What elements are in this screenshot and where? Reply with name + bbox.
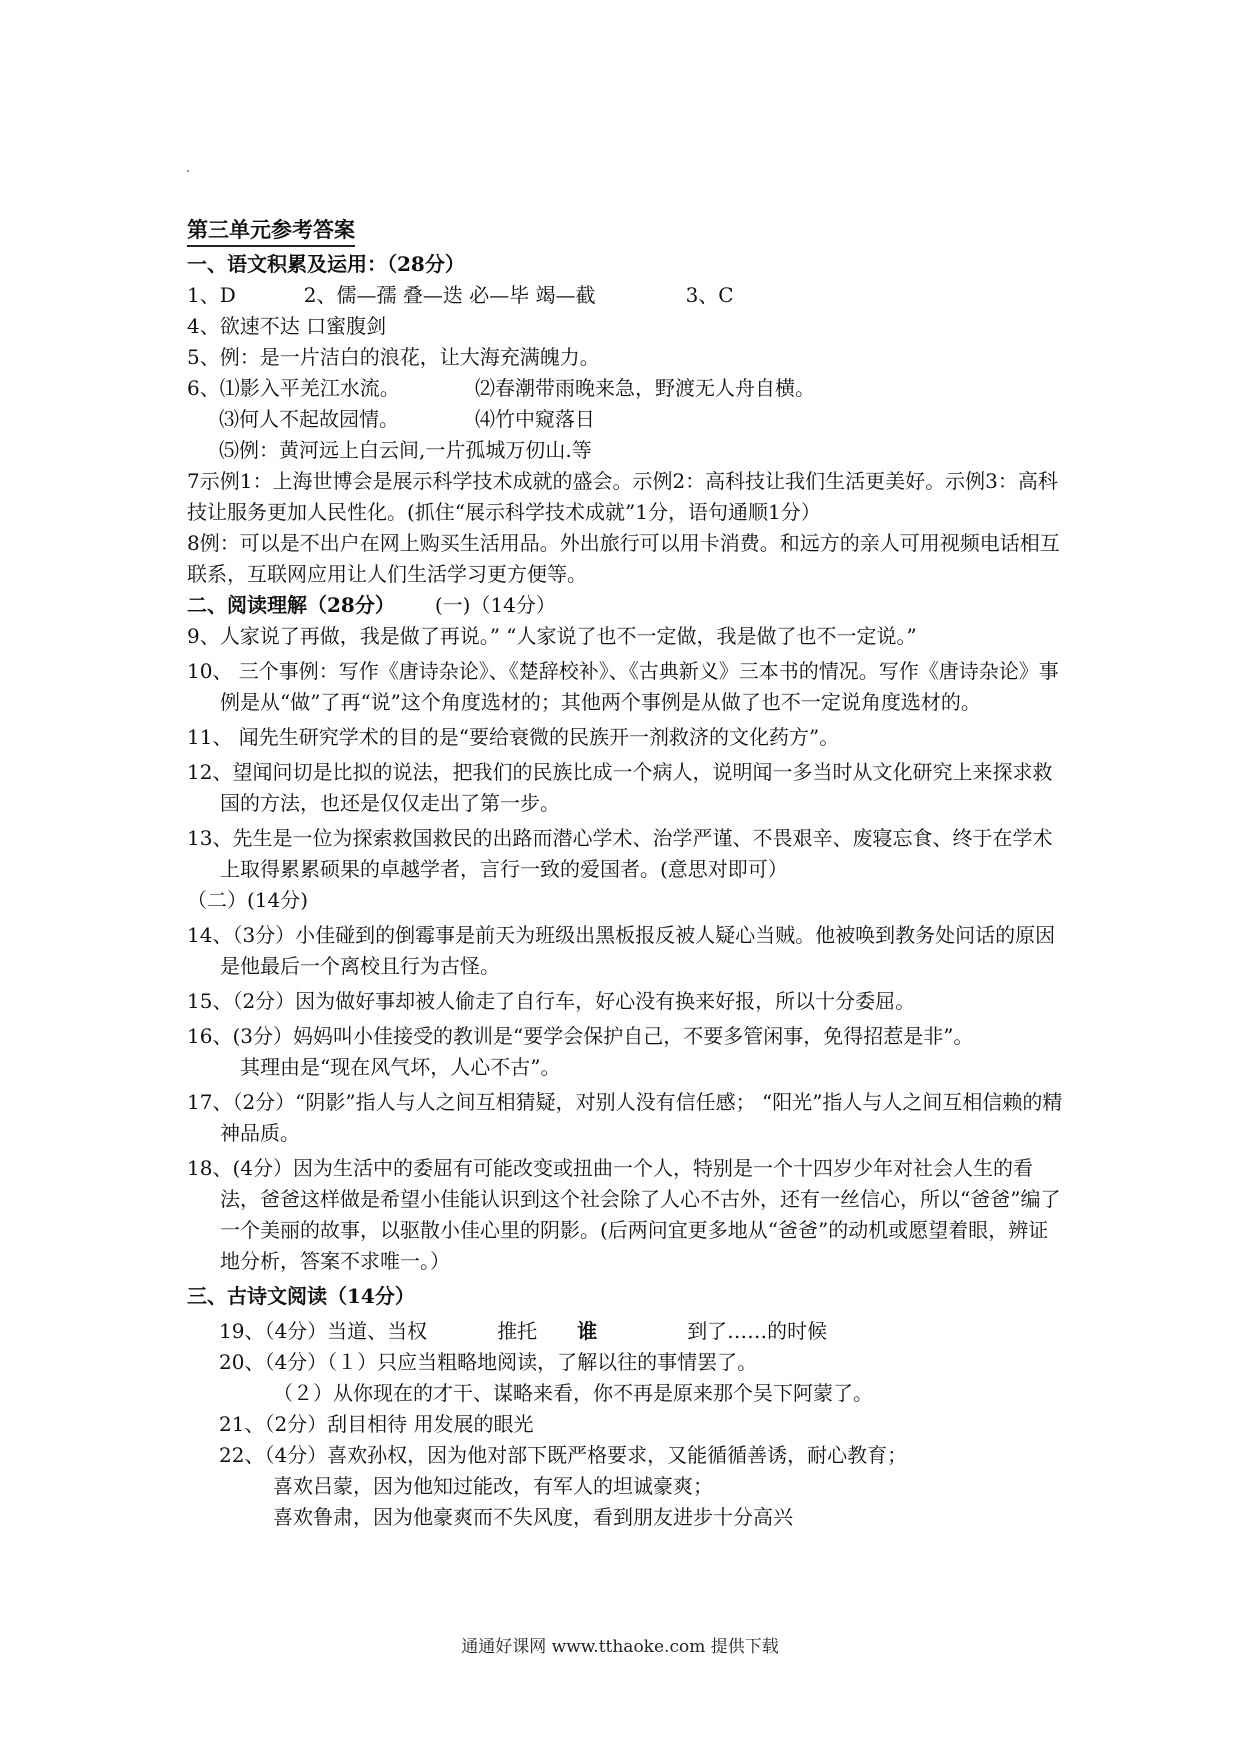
section-2-sub-2: （二）(14分) — [187, 888, 309, 912]
section-1-heading: 一、语文积累及运用：（28分） — [187, 252, 465, 276]
answer-21: 21、（2分）刮目相待 用发展的眼光 — [219, 1412, 534, 1436]
answer-11: 11、 闻先生研究学术的目的是“要给衰微的民族开一剂救济的文化药方”。 — [187, 725, 840, 749]
page-title: 第三单元参考答案 — [187, 215, 355, 247]
answer-13: 13、先生是一位为探索救国救民的出路而潜心学术、治学严谨、不畏艰辛、废寝忘食、终于在学术上取得累累硕果的卓越学者，言行一致的爱国者。(意思对即可） — [187, 826, 1053, 881]
section-2-sub-1: (一)（14分） — [434, 593, 556, 617]
answer-6-4: ⑷竹中窥落日 — [475, 407, 595, 431]
answer-1: 1、D — [187, 283, 236, 307]
answer-7: 7示例1：上海世博会是展示科学技术成就的盛会。示例2：高科技让我们生活更美好。示例3：高科技让服务更加人民性化。(抓住“展示科学技术成就”1分，语句通顺1分） — [187, 469, 1058, 524]
answer-12: 12、望闻问切是比拟的说法，把我们的民族比成一个病人，说明闻一多当时从文化研究上来探求救国的方法，也还是仅仅走出了第一步。 — [187, 760, 1053, 815]
page-footer: 通通好课网 www.tthaoke.com 提供下载 — [461, 1637, 779, 1657]
section-2-heading-row — [187, 590, 1067, 621]
answer-16a: 16、(3分）妈妈叫小佳接受的教训是“要学会保护自己，不要多管闲事，免得招惹是非”。 — [187, 1024, 974, 1048]
answer-6-row2 — [187, 404, 1067, 435]
answer-19-a: 19、（4分）当道、当权 — [219, 1319, 428, 1343]
answer-15: 15、（2分）因为做好事却被人偷走了自行车，好心没有换来好报，所以十分委屈。 — [187, 989, 916, 1013]
answer-6-row1 — [187, 373, 1067, 404]
answer-19-d: 到了……的时候 — [687, 1319, 828, 1343]
answer-22-2: 喜欢吕蒙，因为他知过能改，有军人的坦诚豪爽； — [273, 1474, 713, 1498]
answer-2: 2、儒—孺 叠—迭 必—毕 竭—截 — [303, 283, 596, 307]
answer-6-1: 6、⑴影入平羌江水流。 — [187, 376, 400, 400]
answer-20-2: （２）从你现在的才干、谋略来看，你不再是原来那个吴下阿蒙了。 — [273, 1381, 873, 1405]
section-3-heading: 三、古诗文阅读（14分） — [187, 1284, 415, 1308]
answer-14: 14、（3分）小佳碰到的倒霉事是前天为班级出黑板报反被人疑心当贼。他被唤到教务处问话的原因是他最后一个离校且行为古怪。 — [187, 923, 1056, 978]
answer-4: 4、欲速不达 口蜜腹剑 — [187, 314, 387, 338]
answer-22-3: 喜欢鲁肃，因为他豪爽而不失风度，看到朋友进步十分高兴 — [273, 1505, 793, 1529]
answer-8: 8例：可以是不出户在网上购买生活用品。外出旅行可以用卡消费。和远方的亲人可用视频电话相互联系，互联网应用让人们生活学习更方便等。 — [187, 531, 1060, 586]
answer-19-c: 谁 — [577, 1319, 598, 1343]
answer-10: 10、 三个事例：写作《唐诗杂论》、《楚辞校补》、《古典新义》三本书的情况。写作《唐诗杂论》事例是从“做”了再“说”这个角度选材的；其他两个事例是从做了也不一定说角度选材的。 — [187, 659, 1059, 714]
answer-6-5: ⑸例：黄河远上白云间,一片孤城万仞山.等 — [219, 438, 592, 462]
answer-19-row — [187, 1316, 1067, 1347]
answer-9: 9、人家说了再做，我是做了再说。” “人家说了也不一定做，我是做了也不一定说。” — [187, 624, 917, 648]
answer-5: 5、例：是一片洁白的浪花，让大海充满魄力。 — [187, 345, 600, 369]
answer-6-2: ⑵春潮带雨晚来急，野渡无人舟自横。 — [475, 376, 815, 400]
answer-row-1-3 — [187, 280, 1067, 311]
answer-20-1: 20、（4分）（１）只应当粗略地阅读，了解以往的事情罢了。 — [219, 1350, 758, 1374]
answer-18: 18、(4分）因为生活中的委屈有可能改变或扭曲一个人，特别是一个十四岁少年对社会人生的看法，爸爸这样做是希望小佳能认识到这个社会除了人心不古外，还有一丝信心，所以“爸爸”编了一个美丽的故事，以驱散小佳心里的阴影。(后两问宜更多地从“爸爸”的动机或愿望着眼，辨证地分析，答案不求唯一。） — [187, 1156, 1061, 1273]
answer-3: 3、C — [685, 283, 734, 307]
answer-16b: 其理由是“现在风气坏，人心不古”。 — [240, 1055, 561, 1079]
answer-17: 17、（2分）“阴影”指人与人之间互相猜疑，对别人没有信任感； “阳光”指人与人之间互相信赖的精神品质。 — [187, 1090, 1063, 1145]
section-2-heading: 二、阅读理解（28分） — [187, 593, 395, 617]
answer-content — [187, 215, 1067, 1533]
scan-speck — [187, 170, 189, 172]
answer-22-1: 22、（4分）喜欢孙权，因为他对部下既严格要求，又能循循善诱，耐心教育； — [219, 1443, 908, 1467]
answer-6-3: ⑶何人不起故园情。 — [219, 407, 399, 431]
answer-19-b: 推托 — [497, 1319, 538, 1343]
